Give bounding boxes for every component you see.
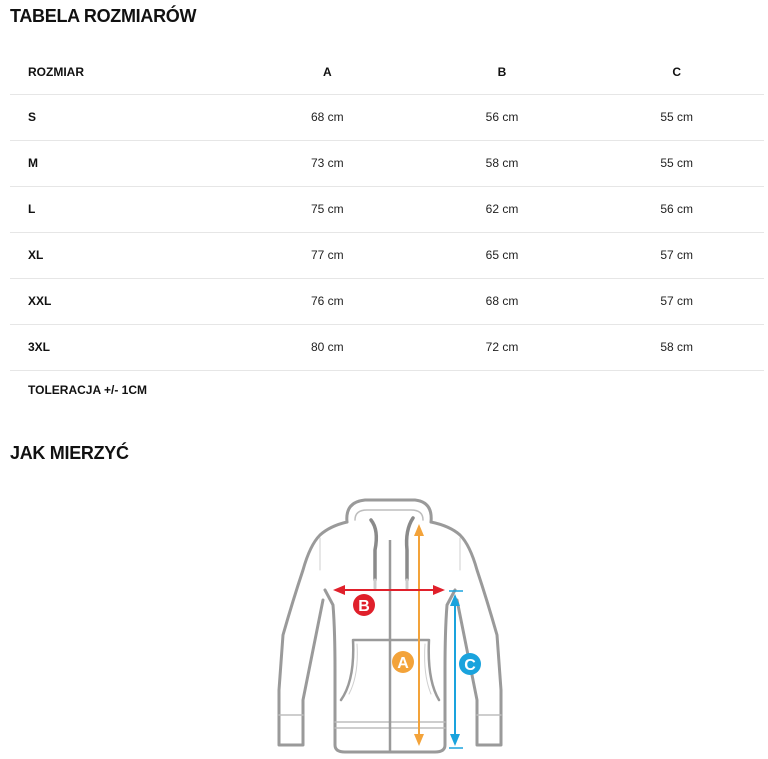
cell-size: XXL <box>10 278 240 324</box>
drawstring-icon <box>371 518 413 580</box>
svg-text:B: B <box>358 598 370 615</box>
table-row <box>10 324 764 370</box>
cell-b: 68 cm <box>415 278 590 324</box>
cell-b: 65 cm <box>415 232 590 278</box>
cell-a: 73 cm <box>240 140 415 186</box>
cell-size: M <box>10 140 240 186</box>
measure-a-arrow-icon <box>414 524 424 746</box>
marker-b-icon <box>353 594 375 616</box>
header-size: ROZMIAR <box>10 50 240 94</box>
cell-size: S <box>10 94 240 140</box>
cell-a: 77 cm <box>240 232 415 278</box>
cell-size: L <box>10 186 240 232</box>
cell-a: 75 cm <box>240 186 415 232</box>
how-to-measure-title: JAK MIERZYĆ <box>10 443 129 463</box>
size-table <box>10 50 764 410</box>
hoodie-measurement-diagram <box>275 490 505 759</box>
cell-a: 68 cm <box>240 94 415 140</box>
cell-a: 76 cm <box>240 278 415 324</box>
svg-text:A: A <box>397 655 409 672</box>
header-b: B <box>415 50 590 94</box>
cell-c: 55 cm <box>589 94 764 140</box>
cell-size: XL <box>10 232 240 278</box>
header-c: C <box>589 50 764 94</box>
tolerance-note: TOLERACJA +/- 1CM <box>28 383 148 398</box>
cell-b: 62 cm <box>415 186 590 232</box>
cell-b: 58 cm <box>415 140 590 186</box>
header-a: A <box>240 50 415 94</box>
size-table-title: TABELA ROZMIARÓW <box>10 6 197 26</box>
cell-size: 3XL <box>10 324 240 370</box>
table-row <box>10 186 764 232</box>
cell-c: 58 cm <box>589 324 764 370</box>
cell-c: 57 cm <box>589 278 764 324</box>
cell-c: 55 cm <box>589 140 764 186</box>
cell-c: 57 cm <box>589 232 764 278</box>
cell-b: 56 cm <box>415 94 590 140</box>
svg-text:C: C <box>464 657 476 674</box>
cell-a: 80 cm <box>240 324 415 370</box>
marker-a-icon <box>392 651 414 673</box>
table-row <box>10 94 764 140</box>
tolerance-row <box>10 370 764 410</box>
cell-c: 56 cm <box>589 186 764 232</box>
table-row <box>10 232 764 278</box>
marker-c-icon <box>459 653 481 675</box>
cell-b: 72 cm <box>415 324 590 370</box>
table-row <box>10 278 764 324</box>
table-header-row <box>10 50 764 94</box>
table-row <box>10 140 764 186</box>
